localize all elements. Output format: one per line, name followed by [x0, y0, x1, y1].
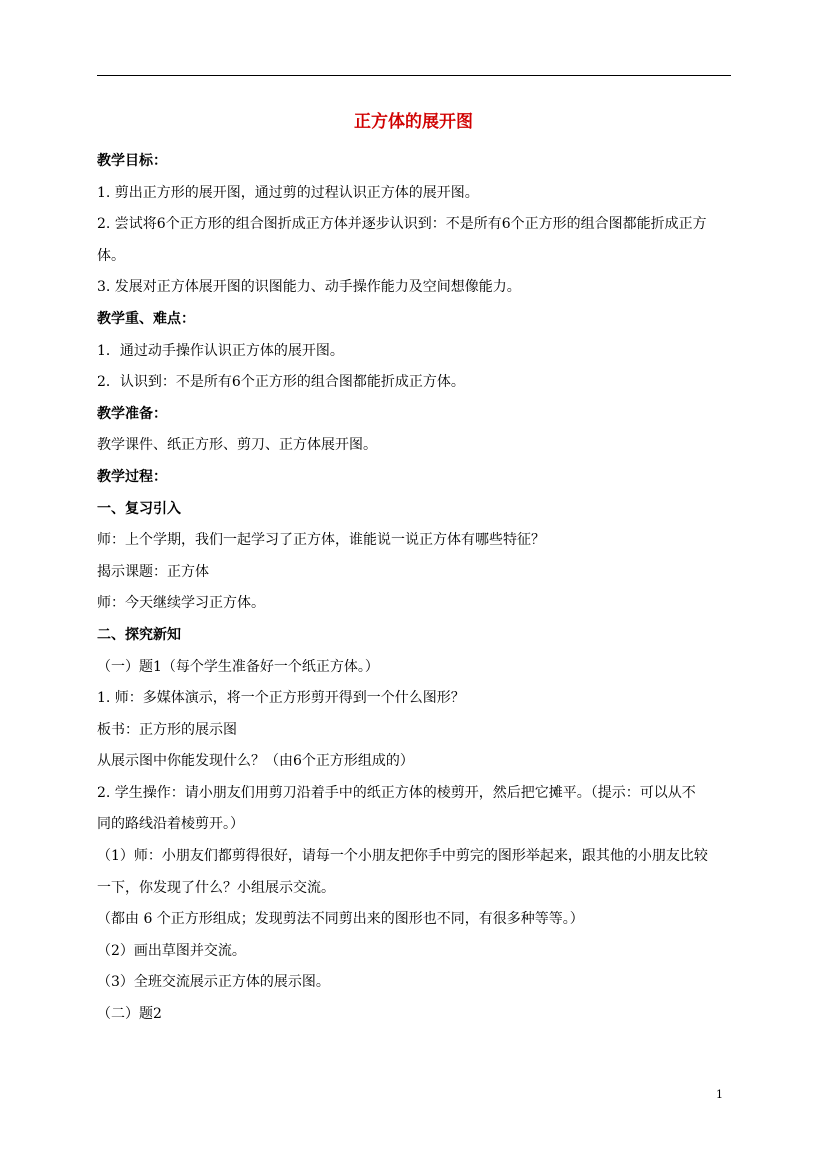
paragraph-line: 一下，你发现了什么？小组展示交流。 [97, 879, 335, 896]
section-heading: 二、探究新知 [97, 626, 181, 643]
section-heading: 教学目标： [97, 153, 167, 169]
section-heading: 一、复习引入 [97, 500, 181, 517]
paragraph-line: 1．通过动手操作认识正方体的展开图。 [97, 342, 344, 359]
paragraph-line: （2）画出草图并交流。 [97, 942, 246, 959]
paragraph-line: 板书：正方形的展示图 [97, 721, 237, 738]
page-number: 1 [716, 1088, 723, 1101]
section-heading: 教学过程： [97, 468, 167, 485]
paragraph-line: （一）题1（每个学生准备好一个纸正方体。） [97, 658, 379, 675]
page-title: 正方体的展开图 [354, 112, 473, 132]
paragraph-line: 教学课件、纸正方形、剪刀、正方体展开图。 [97, 437, 377, 454]
paragraph-line: 2. 尝试将6个正方形的组合图折成正方体并逐步认识到：不是所有6个正方形的组合图都能折成正方 [97, 216, 707, 233]
paragraph-line: （都由 6 个正方形组成；发现剪法不同剪出来的图形也不同，有很多种等等。） [97, 911, 584, 928]
paragraph-line: 1. 师：多媒体演示，将一个正方形剪开得到一个什么图形？ [97, 690, 465, 707]
document-body [97, 146, 733, 1031]
paragraph-line: 揭示课题：正方体 [97, 563, 209, 580]
paragraph-line: （二）题2 [97, 1006, 162, 1023]
header-rule [97, 75, 731, 76]
section-heading: 教学重、难点： [97, 310, 195, 327]
paragraph-line: 3. 发展对正方体展开图的识图能力、动手操作能力及空间想像能力。 [97, 279, 521, 296]
paragraph-line: 师：上个学期，我们一起学习了正方体，谁能说一说正方体有哪些特征？ [97, 532, 545, 549]
paragraph-line: （3）全班交流展示正方体的展示图。 [97, 974, 330, 991]
paragraph-line: 从展示图中你能发现什么？（由6个正方形组成的） [97, 753, 414, 770]
paragraph-line: 体。 [97, 247, 125, 264]
paragraph-line: 1. 剪出正方形的展开图，通过剪的过程认识正方体的展开图。 [97, 184, 479, 201]
section-heading: 教学准备： [97, 405, 167, 422]
paragraph-line: （1）师：小朋友们都剪得很好，请每一个小朋友把你手中剪完的图形举起来，跟其他的小朋友比较 [97, 848, 708, 865]
paragraph-line: 师：今天继续学习正方体。 [97, 595, 265, 612]
paragraph-line: 2．认识到：不是所有6个正方形的组合图都能折成正方体。 [97, 374, 465, 391]
paragraph-line: 2. 学生操作：请小朋友们用剪刀沿着手中的纸正方体的棱剪开，然后把它摊平。（提示：可以从不 [97, 784, 696, 801]
paragraph-line: 同的路线沿着棱剪开。） [97, 816, 244, 833]
